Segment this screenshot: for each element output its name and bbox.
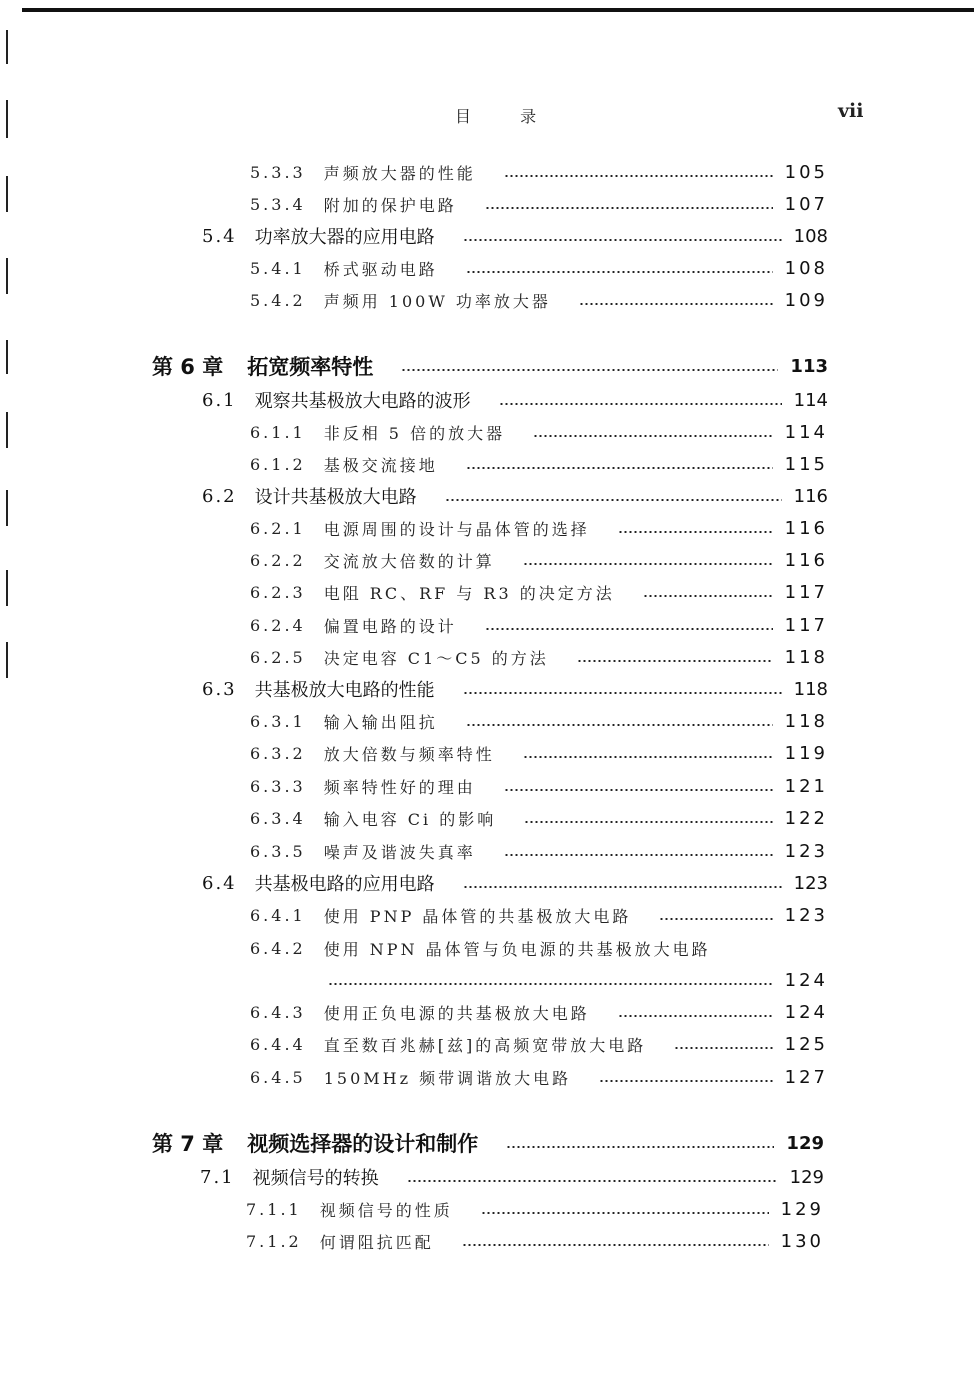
dot-leader	[463, 239, 782, 241]
entry-title: 桥式驱动电路	[323, 259, 438, 279]
entry-page: 118	[784, 710, 828, 732]
dot-leader	[524, 821, 772, 823]
entry-number: 5.4.2	[250, 290, 306, 310]
toc-chapter[interactable]	[152, 1129, 824, 1157]
entry-title: 何谓阻抗匹配	[319, 1232, 434, 1252]
toc-entry[interactable]	[250, 286, 828, 314]
dot-leader	[445, 499, 782, 501]
entry-page: 107	[784, 193, 828, 215]
dot-leader	[466, 271, 773, 273]
page-number: vii	[838, 100, 864, 122]
entry-page: 113	[790, 355, 828, 377]
toc-entry[interactable]	[250, 934, 828, 962]
entry-page: 121	[784, 775, 828, 797]
entry-page: 123	[793, 872, 828, 894]
entry-title: 放大倍数与频率特性	[323, 744, 495, 764]
toc-entry[interactable]	[250, 158, 828, 186]
entry-page: 114	[793, 389, 828, 411]
entry-title: 基极交流接地	[323, 455, 438, 475]
entry-page: 116	[784, 517, 828, 539]
entry-number: 5.3.3	[250, 162, 306, 182]
entry-page: 117	[784, 614, 828, 636]
dot-leader	[579, 303, 773, 305]
entry-title: 观察共基极放大电路的波形	[254, 391, 471, 412]
entry-number: 6.3.2	[250, 743, 306, 763]
dot-leader	[463, 692, 782, 694]
entry-number: 6.4.3	[250, 1002, 306, 1022]
dot-leader	[599, 1080, 773, 1082]
entry-page: 119	[784, 742, 828, 764]
entry-number: 6.3	[202, 678, 237, 700]
entry-title: 非反相 5 倍的放大器	[323, 423, 506, 443]
entry-title: 声频用 100W 功率放大器	[323, 291, 551, 311]
entry-page: 115	[784, 453, 828, 475]
dot-leader	[401, 369, 778, 371]
entry-title: 使用正负电源的共基极放大电路	[323, 1003, 590, 1023]
entry-number: 6.2	[202, 485, 237, 507]
entry-title: 附加的保护电路	[323, 195, 457, 215]
dot-leader	[466, 467, 773, 469]
toc-entry[interactable]	[250, 837, 828, 865]
toc-entry[interactable]	[202, 482, 828, 510]
toc-entry-continuation[interactable]	[328, 966, 828, 994]
dot-leader	[504, 175, 773, 177]
entry-number: 6.2.2	[250, 550, 306, 570]
toc-chapter[interactable]	[152, 352, 828, 380]
entry-title: 共基极放大电路的性能	[254, 680, 435, 701]
entry-title: 频率特性好的理由	[323, 777, 476, 797]
dot-leader	[466, 724, 773, 726]
entry-number: 6.3.5	[250, 841, 306, 861]
toc-entry[interactable]	[250, 643, 828, 671]
entry-page: 118	[784, 646, 828, 668]
entry-page: 118	[793, 678, 828, 700]
entry-number: 7.1.2	[246, 1231, 302, 1251]
toc-entry[interactable]	[250, 190, 828, 218]
entry-title: 声频放大器的性能	[323, 163, 476, 183]
dot-leader	[504, 789, 773, 791]
entry-page: 129	[789, 1166, 824, 1188]
toc-entry[interactable]	[250, 998, 828, 1026]
entry-title: 视频信号的性质	[319, 1200, 453, 1220]
toc-entry[interactable]	[250, 804, 828, 832]
entry-page: 116	[793, 485, 828, 507]
entry-title: 决定电容 C1～C5 的方法	[323, 648, 549, 668]
entry-number: 6.4.1	[250, 905, 306, 925]
dot-leader	[485, 207, 773, 209]
toc-entry[interactable]	[250, 707, 828, 735]
entry-page: 129	[780, 1198, 824, 1220]
entry-number: 7.1	[200, 1166, 235, 1188]
chapter-title: 视频选择器的设计和制作	[247, 1132, 479, 1156]
chapter-number: 第 6 章	[152, 355, 224, 379]
entry-title: 功率放大器的应用电路	[254, 227, 435, 248]
dot-leader	[618, 1015, 773, 1017]
entry-title: 电源周围的设计与晶体管的选择	[323, 519, 590, 539]
entry-number: 6.3.4	[250, 808, 306, 828]
entry-number: 6.3.3	[250, 776, 306, 796]
toc-entry[interactable]	[250, 254, 828, 282]
dot-leader	[506, 1146, 774, 1148]
entry-title: 使用 NPN 晶体管与负电源的共基极放大电路	[323, 939, 711, 959]
entry-page: 124	[784, 1001, 828, 1023]
dot-leader	[504, 854, 773, 856]
entry-number: 6.4.2	[250, 938, 306, 958]
entry-title: 输入输出阻抗	[323, 712, 438, 732]
entry-number: 6.2.1	[250, 518, 306, 538]
toc-entry[interactable]	[250, 514, 828, 542]
entry-number: 6.1.1	[250, 422, 306, 442]
entry-title: 150MHz 频带调谐放大电路	[323, 1068, 572, 1088]
dot-leader	[523, 756, 773, 758]
entry-page: 108	[793, 225, 828, 247]
entry-page: 129	[786, 1132, 824, 1154]
entry-number: 6.2.3	[250, 582, 306, 602]
dot-leader	[618, 531, 773, 533]
entry-number: 6.2.5	[250, 647, 306, 667]
dot-leader	[463, 886, 782, 888]
entry-number: 5.4.1	[250, 258, 306, 278]
entry-number: 6.1.2	[250, 454, 306, 474]
toc-entry[interactable]	[250, 1063, 828, 1091]
entry-page: 105	[784, 161, 828, 183]
toc-entry[interactable]	[202, 675, 828, 703]
toc-entry[interactable]	[200, 1163, 824, 1191]
toc-entry[interactable]	[250, 772, 828, 800]
entry-title: 共基极电路的应用电路	[254, 874, 435, 895]
dot-leader	[659, 918, 772, 920]
entry-number: 5.3.4	[250, 194, 306, 214]
toc-entry[interactable]	[246, 1227, 824, 1255]
toc-entry[interactable]	[250, 418, 828, 446]
entry-number: 6.2.4	[250, 615, 306, 635]
dot-leader	[328, 983, 773, 985]
toc-entry[interactable]	[250, 450, 828, 478]
entry-number: 5.4	[202, 225, 237, 247]
chapter-number: 第 7 章	[152, 1132, 224, 1156]
entry-page: 108	[784, 257, 828, 279]
toc-entry[interactable]	[246, 1195, 824, 1223]
entry-number: 6.4	[202, 872, 237, 894]
entry-page: 109	[784, 289, 828, 311]
entry-title: 输入电容 Ci 的影响	[323, 809, 497, 829]
entry-title: 使用 PNP 晶体管的共基极放大电路	[323, 906, 632, 926]
entry-number: 6.3.1	[250, 711, 306, 731]
dot-leader	[577, 660, 773, 662]
entry-title: 设计共基极放大电路	[254, 487, 417, 508]
dot-leader	[407, 1180, 778, 1182]
dot-leader	[643, 595, 773, 597]
entry-title: 直至数百兆赫[兹]的高频宽带放大电路	[323, 1035, 647, 1055]
dot-leader	[485, 628, 773, 630]
toc-entry[interactable]	[250, 739, 828, 767]
toc-entry[interactable]	[250, 546, 828, 574]
entry-page: 123	[784, 904, 828, 926]
entry-page: 125	[784, 1033, 828, 1055]
toc-entry[interactable]	[250, 611, 828, 639]
running-header-title: 目 录	[455, 107, 559, 126]
entry-title: 电阻 RC、RF 与 R3 的决定方法	[323, 583, 615, 603]
entry-page: 117	[784, 581, 828, 603]
entry-title: 视频信号的转换	[252, 1168, 379, 1189]
dot-leader	[523, 563, 773, 565]
entry-page: 124	[784, 969, 828, 991]
entry-title: 交流放大倍数的计算	[323, 551, 495, 571]
entry-title: 偏置电路的设计	[323, 616, 457, 636]
entry-page: 123	[784, 840, 828, 862]
entry-number: 6.4.4	[250, 1034, 306, 1054]
dot-leader	[462, 1244, 769, 1246]
toc-entry[interactable]	[202, 386, 828, 414]
entry-page: 114	[784, 421, 828, 443]
dot-leader	[499, 403, 782, 405]
entry-page: 130	[780, 1230, 824, 1252]
chapter-title: 拓宽频率特性	[247, 355, 374, 379]
dot-leader	[481, 1212, 769, 1214]
toc-entry[interactable]	[250, 578, 828, 606]
entry-title: 噪声及谐波失真率	[323, 842, 476, 862]
entry-page: 127	[784, 1066, 828, 1088]
toc-entry[interactable]	[250, 1030, 828, 1058]
entry-page: 122	[784, 807, 828, 829]
dot-leader	[533, 435, 773, 437]
dot-leader	[674, 1047, 772, 1049]
entry-number: 6.1	[202, 389, 237, 411]
entry-number: 7.1.1	[246, 1199, 302, 1219]
toc-entry[interactable]	[250, 901, 828, 929]
toc-entry[interactable]	[202, 222, 828, 250]
entry-number: 6.4.5	[250, 1067, 306, 1087]
entry-page: 116	[784, 549, 828, 571]
toc-entry[interactable]	[202, 869, 828, 897]
